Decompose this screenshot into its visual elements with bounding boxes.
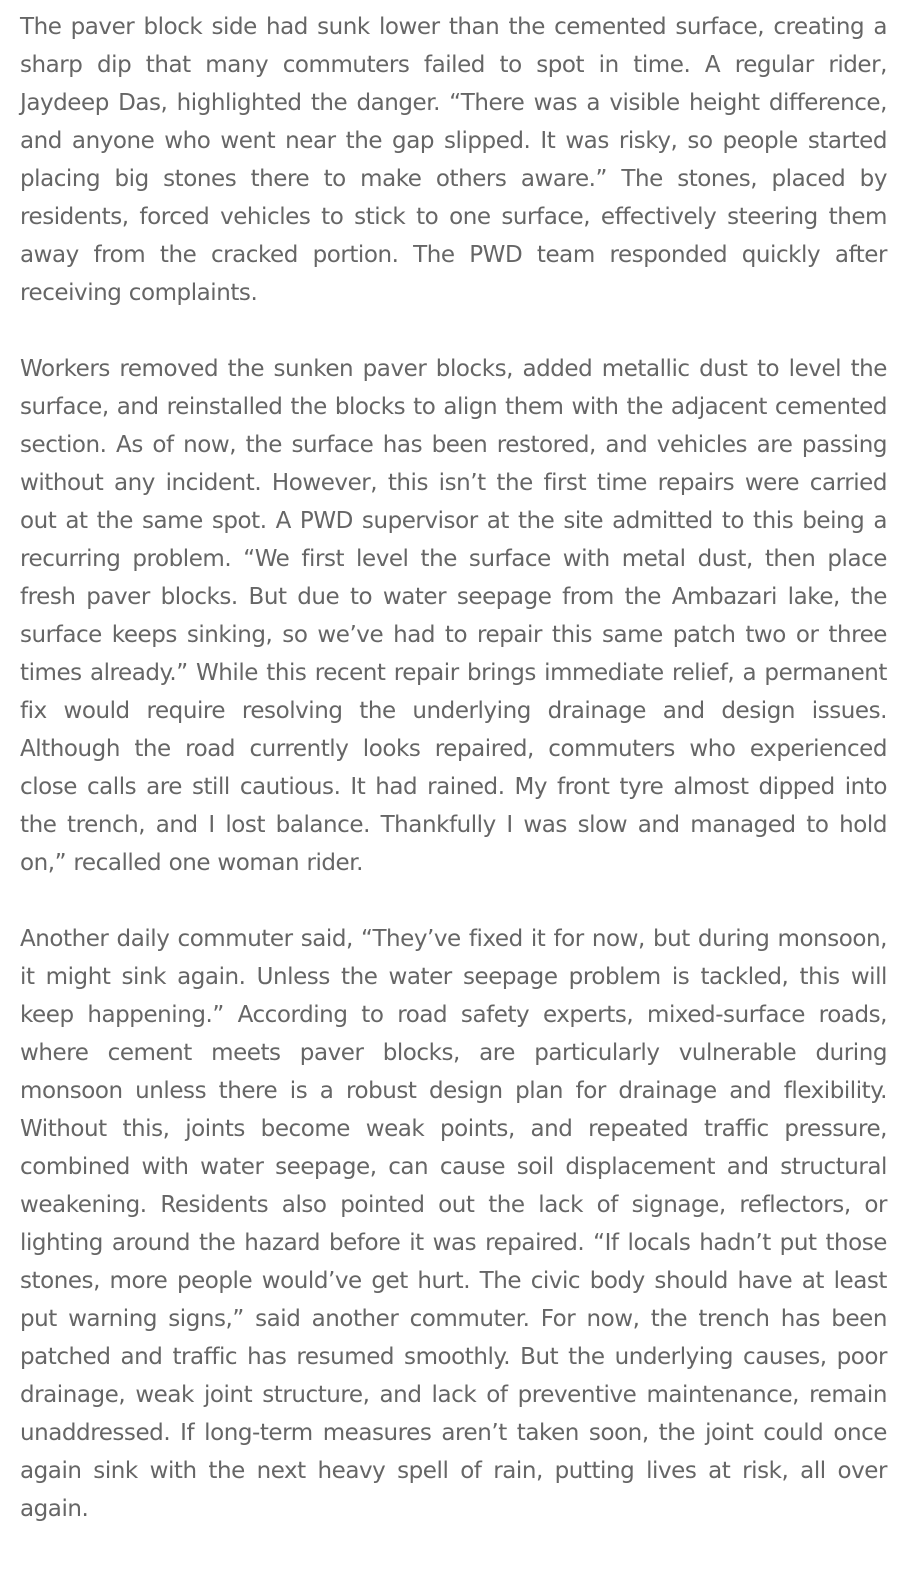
article-paragraph-1: The paver block side had sunk lower than the cemented surface, creating a sharp dip that many commuters failed to spot in time. A regular rider, Jaydeep Das, highlighted the danger. “There was a visible height difference, and anyone who went near the gap slipped. It was risky, so people started placing big stones there to make others aware.” The stones, placed by residents, forced vehicles to stick to one surface, effectively steering them away from the cracked portion. The PWD team responded quickly after receiving complaints. xyxy=(20,14,887,306)
article-paragraph-3: Another daily commuter said, “They’ve fixed it for now, but during monsoon, it might sink again. Unless the water seepage problem is tackled, this will keep happening.” According to road safety experts, mixed-surface roads, where cement meets paver blocks, are particularly vulnerable during monsoon unless there is a robust design plan for drainage and flexibility. Without this, joints become weak points, and repeated traffic pressure, combined with water seepage, can cause soil displacement and structural weakening. Residents also pointed out the lack of signage, reflectors, or lighting around the hazard before it was repaired. “If locals hadn’t put those stones, more people would’ve get hurt. The civic body should have at least put warning signs,” said another commuter. For now, the trench has been patched and traffic has resumed smoothly. But the underlying causes, poor drainage, weak joint structure, and lack of preventive maintenance, remain unaddressed. If long-term measures aren’t taken soon, the joint could once again sink with the next heavy spell of rain, putting lives at risk, all over again. xyxy=(20,926,887,1522)
article-paragraph-2: Workers removed the sunken paver blocks, added metallic dust to level the surface, and reinstalled the blocks to align them with the adjacent cemented section. As of now, the surface has been restored, and vehicles are passing without any incident. However, this isn’t the first time repairs were carried out at the same spot. A PWD supervisor at the site admitted to this being a recurring problem. “We first level the surface with metal dust, then place fresh paver blocks. But due to water seepage from the Ambazari lake, the surface keeps sinking, so we’ve had to repair this same patch two or three times already.” While this recent repair brings immediate relief, a permanent fix would require resolving the underlying drainage and design issues. Although the road currently looks repaired, commuters who experienced close calls are still cautious. It had rained. My front tyre almost dipped into the trench, and I lost balance. Thankfully I was slow and managed to hold on,” recalled one woman rider. xyxy=(20,356,887,876)
